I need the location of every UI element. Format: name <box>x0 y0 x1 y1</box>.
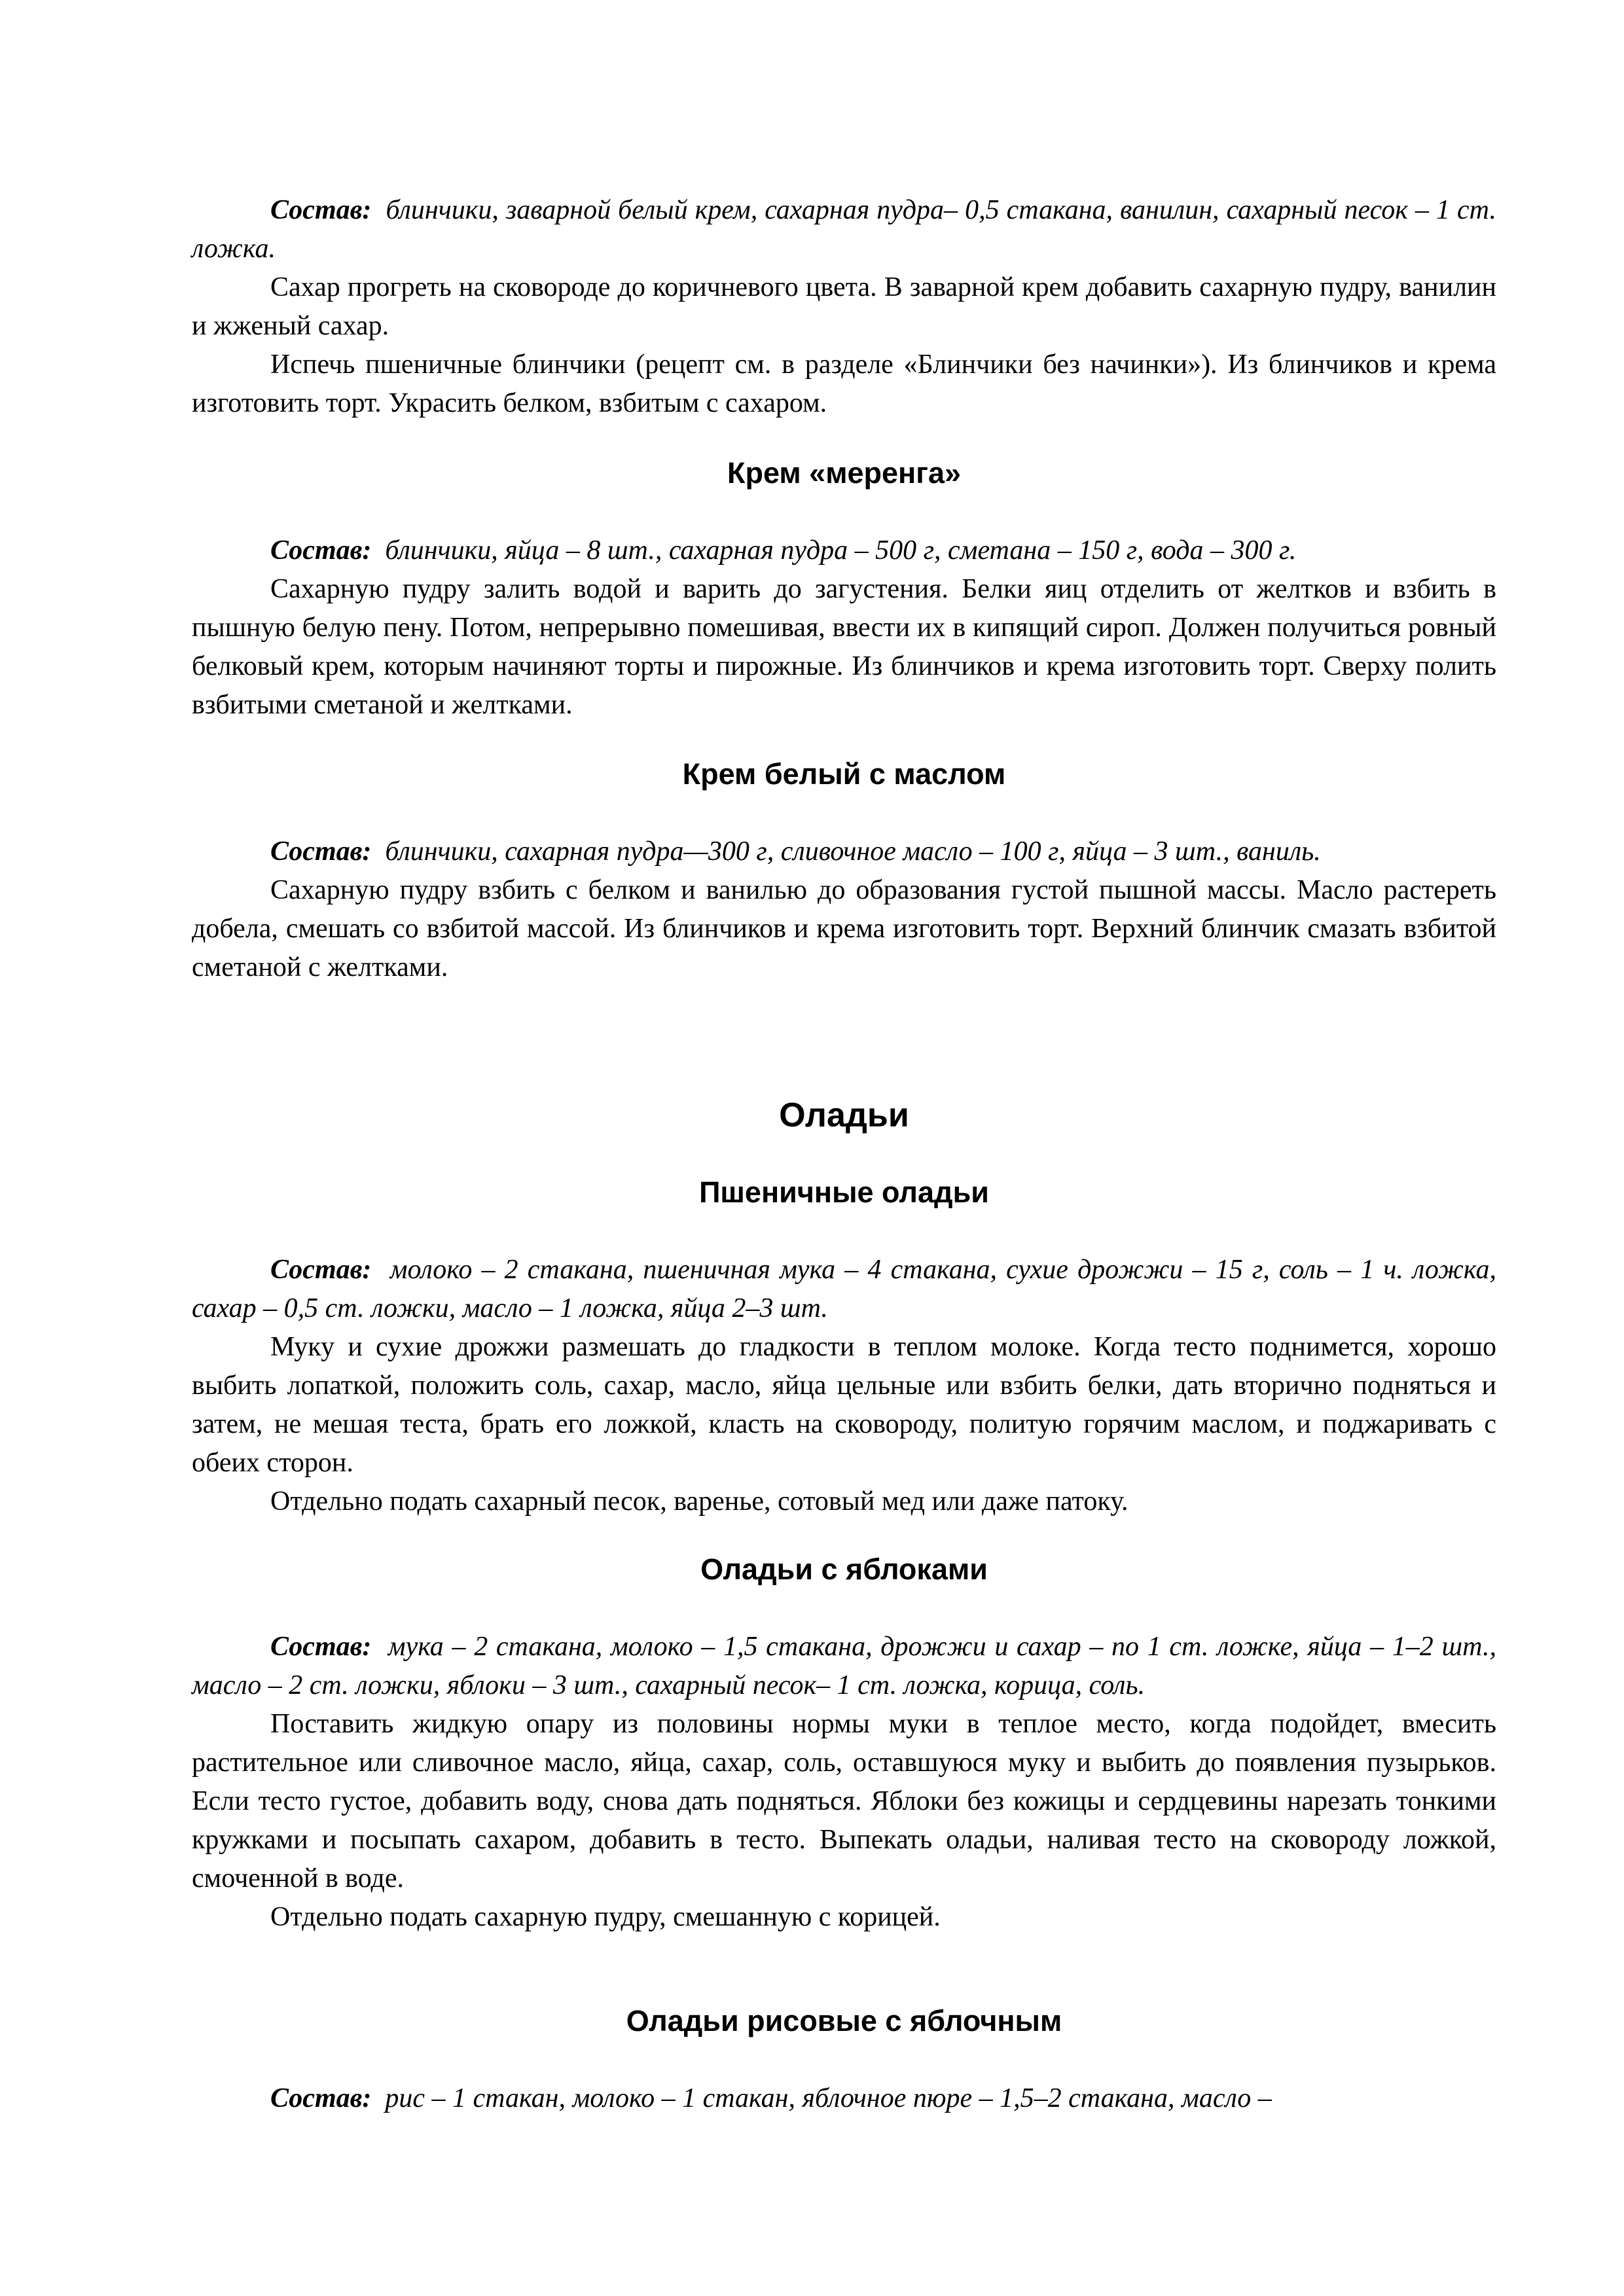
ingredients-text: блинчики, заварной белый крем, сахарная пудра– 0,5 стакана, ванилин, сахарный песок – 1 ст. ложка. <box>192 195 1496 264</box>
ingredients-text: молоко – 2 стакана, пшеничная мука – 4 стакана, сухие дрожжи – 15 г, соль – 1 ч. ложка, сахар – 0,5 ст. ложки, масло – 1 ложка, яйца 2–3 шт. <box>192 1255 1496 1323</box>
recipe-title: Пшеничные оладьи <box>699 1175 989 1209</box>
ingredients-label: Состав: <box>270 836 372 867</box>
recipe-paragraph: Сахарную пудру залить водой и варить до загустения. Белки яиц отделить от желтков и взбить в пышную белую пену. Потом, непрерывно помешивая, ввести их в кипящий сироп. Должен получиться ровный белковый крем, которым начиняют торты и пирожные. Из блинчиков и крема изготовить торт. Сверху полить взбитыми сметаной и желтками. <box>192 574 1496 720</box>
ingredients-text: блинчики, сахарная пудра—300 г, сливочное масло – 100 г, яйца – 3 шт., ваниль. <box>385 836 1321 867</box>
ingredients-line <box>192 1628 1496 1705</box>
recipe-paragraph: Отдельно подать сахарный песок, варенье, сотовый мед или даже патоку. <box>270 1486 1128 1516</box>
ingredients-text: рис – 1 стакан, молоко – 1 стакан, яблочное пюре – 1,5–2 стакана, масло – <box>385 2083 1272 2113</box>
ingredients-label: Состав: <box>270 535 372 565</box>
recipe-body <box>192 531 1496 725</box>
recipe-body <box>192 2079 1496 2118</box>
recipe-title: Оладьи с яблоками <box>700 1552 988 1586</box>
ingredients-line <box>192 833 1496 871</box>
ingredients-text: мука – 2 стакана, молоко – 1,5 стакана, дрожжи и сахар – по 1 ст. ложке, яйца – 1–2 шт., масло – 2 ст. ложки, яблоки – 3 шт., сахарный песок– 1 ст. ложка, корица, соль. <box>192 1632 1497 1700</box>
ingredients-line <box>192 1251 1496 1328</box>
recipe-paragraph: Муку и сухие дрожжи размешать до гладкости в теплом молоке. Когда тесто поднимется, хорошо выбить лопаткой, положить соль, сахар, масло, яйца цельные или взбить белки, дать вторично подняться и затем, не мешая теста, брать его ложкой, класть на сковороду, политую горячим маслом, и поджаривать с обеих сторон. <box>192 1332 1496 1478</box>
recipe-paragraph: Сахарную пудру взбить с белком и ванилью до образования густой пышной массы. Масло растереть добела, смешать со взбитой массой. Из блинчиков и крема изготовить торт. Верхний блинчик смазать взбитой сметаной с желтками. <box>192 875 1496 982</box>
recipe-paragraph: Сахар прогреть на сковороде до коричневого цвета. В заварной крем добавить сахарную пудру, ванилин и жженый сахар. <box>192 272 1496 341</box>
chapter-title: Оладьи <box>779 1096 909 1134</box>
ingredients-line <box>192 531 1496 570</box>
ingredients-label: Состав: <box>270 195 372 225</box>
recipe-body <box>192 1628 1496 1937</box>
ingredients-text: блинчики, яйца – 8 шт., сахарная пудра – 500 г, сметана – 150 г, вода – 300 г. <box>385 535 1297 565</box>
recipe-title: Крем «меренга» <box>727 456 961 490</box>
recipe-paragraph: Испечь пшеничные блинчики (рецепт см. в разделе «Блинчики без начинки»). Из блинчиков и крема изготовить торт. Украсить белком, взбитым с сахаром. <box>192 350 1496 418</box>
ingredients-line <box>192 2079 1496 2118</box>
recipe-continued <box>192 191 1496 423</box>
recipe-body <box>192 833 1496 987</box>
ingredients-label: Состав: <box>270 1255 372 1285</box>
ingredients-label: Состав: <box>270 1632 372 1662</box>
recipe-body <box>192 1251 1496 1521</box>
recipe-title: Крем белый с маслом <box>682 757 1006 791</box>
recipe-paragraph: Отдельно подать сахарную пудру, смешанную с корицей. <box>270 1902 941 1932</box>
ingredients-label: Состав: <box>270 2083 372 2113</box>
ingredients-line <box>192 191 1496 268</box>
recipe-paragraph: Поставить жидкую опару из половины нормы муки в теплое место, когда подойдет, вмесить растительное или сливочное масло, яйца, сахар, соль, оставшуюся муку и выбить до появления пузырьков. Если тесто густое, добавить воду, снова дать подняться. Яблоки без кожицы и сердцевины нарезать тонкими кружками и посыпать сахаром, добавить в тесто. Выпекать оладьи, наливая тесто на сковороду ложкой, смоченной в воде. <box>192 1709 1496 1893</box>
recipe-title: Оладьи рисовые с яблочным <box>626 2004 1062 2037</box>
